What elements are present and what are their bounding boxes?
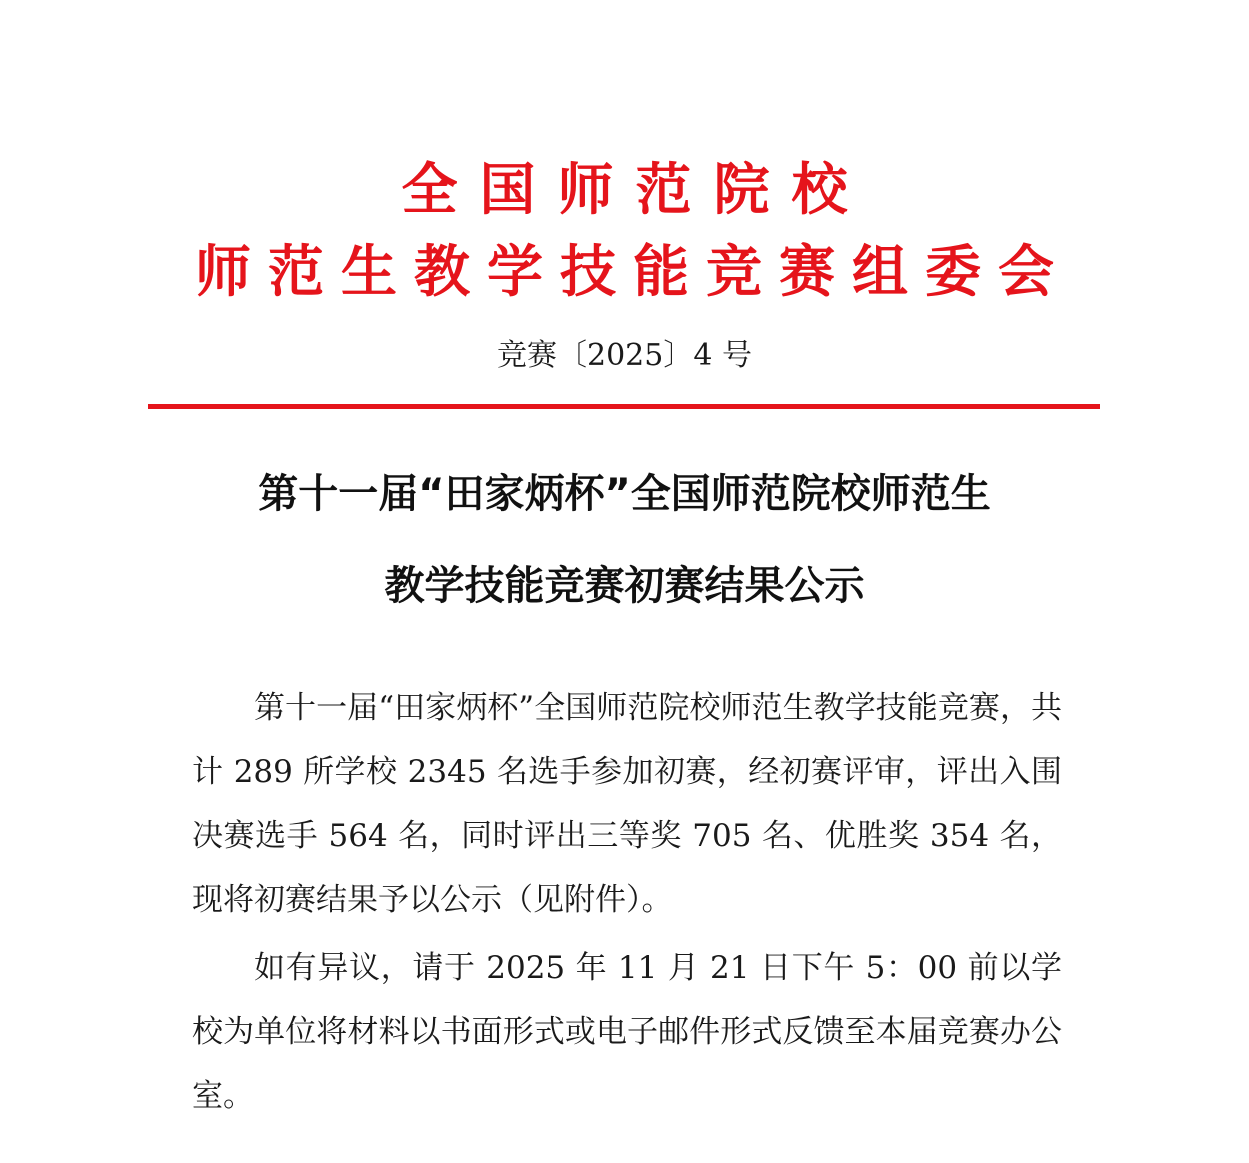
document-title-line1: 第十一届“田家炳杯”全国师范院校师范生 [258, 471, 991, 517]
paragraph-text: 如有异议，请于 2025 年 11 月 21 日下午 5：00 前以学校为单位将材料以书面形式或电子邮件形式反馈至本届竞赛办公室。 [192, 950, 1062, 1114]
document-title-line2: 教学技能竞赛初赛结果公示 [384, 563, 865, 609]
issuing-organization-line1: 全国师范院校 [401, 157, 870, 223]
paragraph-text: 第十一届“田家炳杯”全国师范院校师范生教学技能竞赛，共计 289 所学校 2345 名选手参加初赛，经初赛评审，评出入围决赛选手 564 名，同时评出三等奖 705 名、优胜奖 354 名，现将初赛结果予以公示（见附件）。 [192, 690, 1062, 918]
red-divider-line [148, 404, 1100, 409]
body-paragraph-1 [192, 676, 1062, 932]
issuing-organization-line2: 师范生教学技能竞赛组委会 [195, 239, 1071, 305]
body-paragraph-2 [192, 936, 1062, 1128]
document-number: 竞赛〔2025〕4 号 [497, 338, 752, 373]
